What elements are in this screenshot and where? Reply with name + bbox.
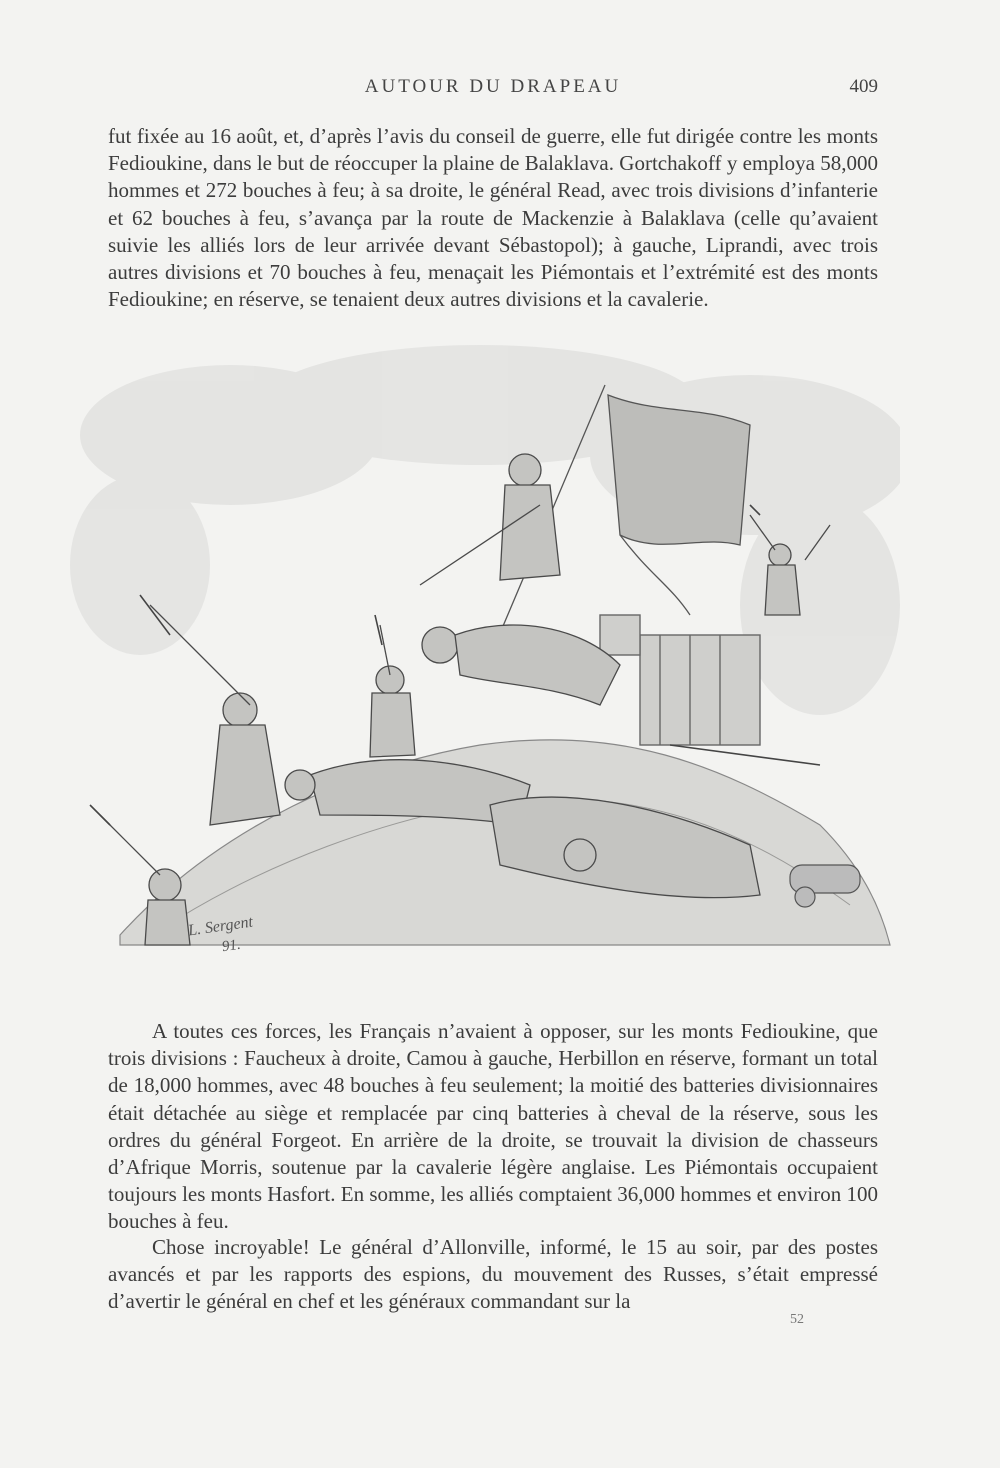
battle-illustration xyxy=(60,345,900,975)
running-head xyxy=(108,76,878,106)
page-number: 409 xyxy=(849,76,878,97)
illustration-signature: L. Sergent xyxy=(187,913,254,940)
running-title: AUTOUR DU DRAPEAU xyxy=(364,76,622,97)
illustration-signature-mark: 91. xyxy=(220,936,242,956)
soldier-left-back xyxy=(370,625,415,757)
paragraph-3: Chose incroyable! Le général d’Allonville, informé, le 15 au soir, par des postes avancés et par les rapports des espions, du mouvement des Russes, s’était empressé d’avertir le général en chef et les généraux commandant sur la xyxy=(108,1235,878,1314)
paragraph-2: A toutes ces forces, les Français n’avaient à opposer, sur les monts Fedioukine, que trois divisions : Faucheux à droite, Camou à gauche, Herbillon en réserve, formant un total de 18,000 hommes, avec 48 bouches à feu seulement; la moitié des batteries divisionnaires était détachée au siège et remplacée par cinq batteries à cheval de la réserve, sous les ordres du général Forgeot. En arrière de la droite, se trouvait la division de chasseurs d’Afrique Morris, soutenue par la cavalerie légère anglaise. Les Piémontais occupaient toujours les monts Hasfort. En somme, les alliés comptaient 36,000 hommes et environ 100 bouches à feu. xyxy=(108,1019,878,1234)
sheet-number: 52 xyxy=(790,1312,804,1327)
flag-bearer-soldier xyxy=(420,454,560,585)
fortification xyxy=(600,615,760,745)
fallen-soldier-center xyxy=(422,625,620,705)
paragraph-1: fut fixée au 16 août, et, d’après l’avis du conseil de guerre, elle fut dirigée contre les monts Fedioukine, dans le but de réoccuper la plaine de Balaklava. Gortchakoff y employa 58,000 hommes et 272 bouches à feu; à sa droite, le général Read, avec trois divisions d’infanterie et 62 bouches à feu, s’avança par la route de Mackenzie à Balaklava (celle qu’avaient suivie les alliés lors de leur arrivée devant Sébastopol); à gauche, Liprandi, avec trois autres divisions et 70 bouches à feu, menaçait les Piémontais et l’extrémité est des monts Fedioukine; en réserve, se tenaient deux autres divisions et la cavalerie. xyxy=(108,124,878,312)
